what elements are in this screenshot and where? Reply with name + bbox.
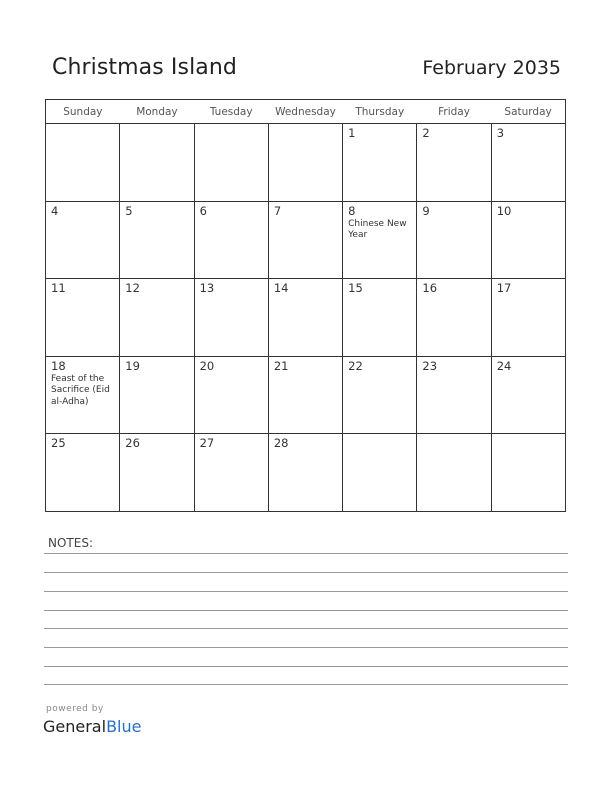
day-number: 19 xyxy=(125,358,140,373)
day-number: 1 xyxy=(348,126,356,140)
day-cell[interactable] xyxy=(343,356,417,434)
generalblue-logo[interactable] xyxy=(43,717,141,736)
week-row xyxy=(46,124,566,202)
day-number: 5 xyxy=(125,203,133,218)
day-cell[interactable] xyxy=(491,279,565,357)
day-number xyxy=(46,124,119,127)
holiday-event: Chinese New Year xyxy=(348,218,407,241)
note-line xyxy=(44,666,568,667)
weekday-header-row xyxy=(46,100,566,124)
day-cell[interactable] xyxy=(268,279,342,357)
calendar-grid xyxy=(45,99,566,512)
month-label: February 2035 xyxy=(422,57,561,79)
day-cell[interactable] xyxy=(46,356,120,434)
day-number: 16 xyxy=(422,281,438,296)
notes-label: NOTES: xyxy=(48,536,93,550)
calendar-weeks xyxy=(46,124,566,512)
day-number: 21 xyxy=(273,358,289,373)
day-cell[interactable] xyxy=(343,201,417,279)
day-cell[interactable] xyxy=(491,124,565,202)
day-number: 28 xyxy=(273,436,289,451)
day-cell[interactable] xyxy=(491,434,565,512)
day-number: 17 xyxy=(496,281,512,296)
day-number: 9 xyxy=(422,203,430,218)
day-number xyxy=(120,124,193,127)
week-row xyxy=(46,279,566,357)
day-number: 7 xyxy=(273,203,282,218)
day-number: 3 xyxy=(496,126,505,140)
day-cell[interactable] xyxy=(194,434,268,512)
day-cell[interactable] xyxy=(417,124,491,202)
note-line xyxy=(44,647,568,648)
day-cell[interactable] xyxy=(120,356,194,434)
day-number xyxy=(417,434,490,437)
day-cell[interactable] xyxy=(491,201,565,279)
weekday-wednesday: Wednesday xyxy=(268,100,342,124)
day-cell[interactable] xyxy=(120,434,194,512)
day-number: 25 xyxy=(51,436,66,451)
day-cell[interactable] xyxy=(46,201,120,279)
week-row xyxy=(46,356,566,434)
day-number: 23 xyxy=(422,358,438,373)
day-number: 4 xyxy=(51,203,59,218)
day-number xyxy=(343,434,416,437)
note-line xyxy=(44,591,568,592)
day-cell[interactable] xyxy=(120,201,194,279)
day-cell[interactable] xyxy=(46,124,120,202)
day-number: 20 xyxy=(199,358,215,373)
weekday-tuesday: Tuesday xyxy=(194,100,268,124)
day-cell[interactable] xyxy=(343,279,417,357)
holiday-event: Feast of the Sacrifice (Eid al-Adha) xyxy=(51,373,110,407)
day-number: 10 xyxy=(496,203,512,218)
day-number: 6 xyxy=(199,203,207,218)
day-cell[interactable] xyxy=(120,124,194,202)
weekday-sunday: Sunday xyxy=(46,100,120,124)
day-number: 11 xyxy=(51,281,66,296)
day-number xyxy=(269,124,342,127)
day-cell[interactable] xyxy=(268,201,342,279)
note-line xyxy=(44,572,568,573)
day-number xyxy=(492,434,565,437)
day-cell[interactable] xyxy=(46,434,120,512)
weekday-thursday: Thursday xyxy=(343,100,417,124)
day-number: 26 xyxy=(125,436,140,451)
powered-by-text: powered by xyxy=(46,704,104,714)
day-cell[interactable] xyxy=(194,279,268,357)
day-cell[interactable] xyxy=(268,124,342,202)
day-cell[interactable] xyxy=(417,356,491,434)
day-cell[interactable] xyxy=(194,356,268,434)
week-row xyxy=(46,201,566,279)
day-number: 14 xyxy=(273,281,289,296)
day-cell[interactable] xyxy=(120,279,194,357)
day-number: 15 xyxy=(348,281,363,296)
note-line xyxy=(44,553,568,554)
brand-general: General xyxy=(43,717,107,736)
day-cell[interactable] xyxy=(417,201,491,279)
day-number: 24 xyxy=(496,358,512,373)
day-cell[interactable] xyxy=(194,201,268,279)
day-number xyxy=(195,124,268,127)
week-row xyxy=(46,434,566,512)
day-number: 2 xyxy=(422,126,430,140)
day-cell[interactable] xyxy=(417,279,491,357)
day-cell[interactable] xyxy=(194,124,268,202)
day-cell[interactable] xyxy=(343,124,417,202)
day-number: 13 xyxy=(199,281,215,296)
day-number: 22 xyxy=(348,358,363,373)
day-number: 27 xyxy=(199,436,215,451)
day-cell[interactable] xyxy=(491,356,565,434)
day-cell[interactable] xyxy=(268,356,342,434)
note-line xyxy=(44,684,568,685)
weekday-friday: Friday xyxy=(417,100,491,124)
day-number: 8 xyxy=(348,203,356,218)
day-cell[interactable] xyxy=(417,434,491,512)
weekday-saturday: Saturday xyxy=(491,100,565,124)
day-number: 12 xyxy=(125,281,140,296)
note-line xyxy=(44,628,568,629)
weekday-monday: Monday xyxy=(120,100,194,124)
calendar-title: Christmas Island xyxy=(52,55,237,80)
day-cell[interactable] xyxy=(268,434,342,512)
day-cell[interactable] xyxy=(343,434,417,512)
note-line xyxy=(44,610,568,611)
brand-blue: Blue xyxy=(106,717,142,736)
day-number: 18 xyxy=(51,358,66,373)
day-cell[interactable] xyxy=(46,279,120,357)
